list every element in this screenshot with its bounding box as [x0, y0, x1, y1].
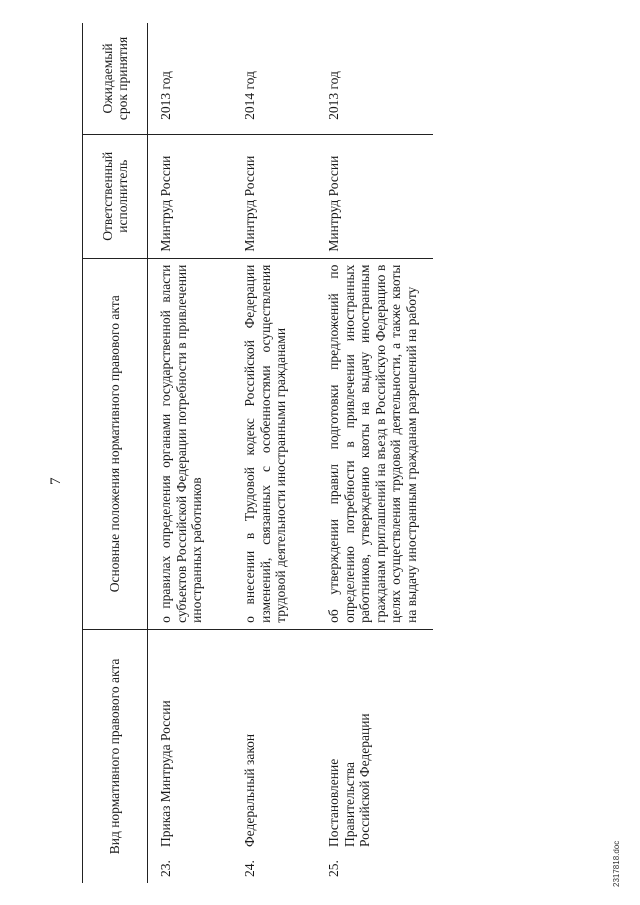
cell-term: 2014 год	[232, 23, 316, 134]
cell-provisions: об утверждении правил подготовки предложений по определению потребности в привлечении иностранных работников, утверждению квоты на выдачу иностранным гражданам приглашений на въезд в Российскую Федерацию в целях осуществления трудовой деятельности, а также квоты на выдачу иностранным гражданам разрешений на работу	[316, 258, 433, 629]
cell-provisions: о внесении в Трудовой кодекс Российской Федерации изменений, связанных с особенностями осуществления трудовой деятельности иностранными гражданами	[232, 258, 316, 629]
act-kind: Федеральный закон	[242, 733, 257, 847]
cell-responsible: Минтруд России	[316, 134, 433, 258]
row-number: 23.	[158, 860, 173, 877]
cell-term: 2013 год	[316, 23, 433, 134]
cell-kind	[316, 629, 433, 883]
table-row	[148, 23, 233, 883]
cell-responsible: Минтруд России	[232, 134, 316, 258]
act-kind: Постановление Правительства Российской Федерации	[326, 713, 372, 847]
header-term: Ожидаемый срок принятия	[83, 23, 148, 134]
cell-term: 2013 год	[148, 23, 233, 134]
cell-kind	[232, 629, 316, 883]
row-number: 25.	[326, 860, 341, 877]
header-kind: Вид нормативного правового акта	[83, 629, 148, 883]
table-row	[232, 23, 316, 883]
table-header-row	[83, 23, 148, 883]
act-kind: Приказ Минтруда России	[158, 700, 173, 847]
cell-responsible: Минтруд России	[148, 134, 233, 258]
header-provisions: Основные положения нормативного правового акта	[83, 258, 148, 629]
header-responsible: Ответственный исполнитель	[83, 134, 148, 258]
cell-provisions: о правилах определения органами государственной власти субъектов Российской Федерации потребности в привлечении иностранных работников	[148, 258, 233, 629]
cell-kind	[148, 629, 233, 883]
row-number: 24.	[242, 860, 257, 877]
page-number: 7	[48, 477, 64, 485]
table-row	[316, 23, 433, 883]
legal-acts-table	[82, 23, 433, 883]
document-code: 2317818.doc	[612, 840, 621, 887]
